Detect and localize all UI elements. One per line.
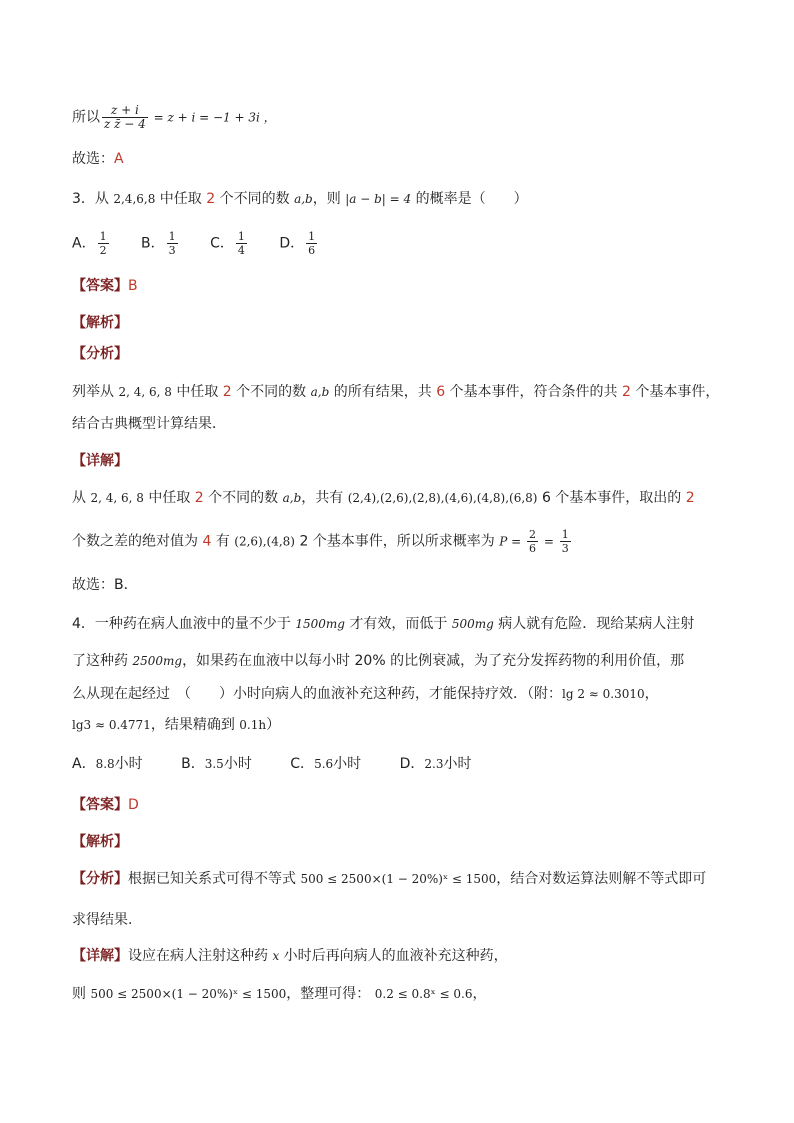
option-label: A． — [72, 756, 96, 772]
fraction — [560, 528, 571, 555]
math: 2, 4, 6, 8 — [90, 491, 144, 505]
question-4-fenxi-line-1 — [72, 869, 706, 889]
text: 求得结果. — [72, 912, 133, 928]
question-3-detail-line-2 — [72, 528, 573, 555]
option-label: D． — [279, 235, 305, 252]
text: ） — [266, 717, 281, 733]
question-4-stem-line-1 — [72, 614, 694, 634]
math: 2, 4, 6, 8 — [118, 385, 172, 399]
text: 病人就有危险．现给某病人注射 — [493, 616, 695, 632]
math: 0.1h — [239, 718, 267, 732]
option-value: 8.8 — [95, 757, 115, 771]
fraction-denominator: 3 — [168, 244, 176, 257]
question-4-stem-line-4 — [72, 715, 280, 735]
math: 1500mg — [295, 617, 345, 631]
fraction-denominator: 2 — [99, 244, 107, 257]
option-label: C． — [210, 235, 234, 252]
text: 个不同的数 — [231, 384, 311, 400]
text: 设应在病人注射这种药 — [128, 948, 273, 964]
fraction-numerator: 1 — [168, 230, 176, 243]
math: = — [540, 534, 558, 549]
fraction-denominator: 4 — [237, 244, 245, 257]
question-4-detail-line-1 — [72, 946, 508, 966]
option-label: D． — [399, 756, 425, 772]
question-3-detail-line-1 — [72, 488, 695, 508]
math: 500 ≤ 2500×(1 − 20%)ˣ ≤ 1500 — [90, 987, 287, 1001]
fraction-numerator: 1 — [237, 230, 245, 243]
text: 中任取 — [171, 384, 223, 400]
fraction — [236, 230, 247, 257]
option-a — [72, 230, 111, 257]
question-4-detail-line-2 — [72, 984, 486, 1004]
option-a — [72, 754, 143, 774]
option-d — [400, 754, 472, 774]
text-line-conclusion — [72, 104, 276, 131]
option-value: 3.5 — [204, 757, 224, 771]
question-3-final — [72, 575, 138, 595]
fraction-numerator: 1 — [561, 528, 569, 541]
text: 中任取 — [155, 191, 207, 207]
fraction-numerator: 1 — [99, 230, 107, 243]
text: 有 — [211, 533, 235, 550]
text: 中任取 — [143, 490, 195, 506]
number: 2 — [222, 384, 232, 400]
text: 个不同的数 — [215, 191, 295, 207]
number: 2 — [622, 384, 631, 400]
math: |a − b| = 4 — [345, 192, 412, 206]
text: ，整理可得： — [286, 986, 375, 1002]
option-c — [210, 230, 249, 257]
math: (2,4),(2,6),(2,8),(4,6),(4,8),(6,8) — [347, 491, 538, 505]
math: x — [272, 949, 280, 963]
math: 0.2 ≤ 0.8ˣ ≤ 0.6 — [374, 987, 473, 1001]
question-3-analysis-heading — [72, 313, 128, 333]
question-3-detail-heading — [72, 451, 128, 471]
text: 小时后再向病人的血液补充这种药， — [279, 948, 508, 964]
option-label: B． — [181, 756, 205, 772]
math: 500mg — [451, 617, 494, 631]
number: 2 — [194, 490, 204, 506]
text: 个基本事件， — [630, 384, 720, 400]
option-c — [290, 754, 361, 774]
fraction — [306, 230, 317, 257]
math: (2,6),(4,8) — [234, 534, 295, 549]
number: 2 — [206, 191, 216, 207]
detail-tag: 【详解】 — [72, 948, 128, 964]
number: 4 — [202, 533, 212, 550]
question-3-options — [72, 230, 345, 257]
answer-letter: A — [114, 151, 124, 167]
math: a,b — [282, 491, 302, 505]
option-unit: 小时 — [443, 756, 472, 772]
text: 故选：B． — [72, 577, 138, 593]
math: lg3 ≈ 0.4771 — [72, 718, 151, 732]
option-unit: 小时 — [114, 756, 143, 772]
fraction-denominator: 3 — [561, 542, 569, 555]
question-3-fenxi-heading — [72, 344, 128, 364]
text: 则 — [72, 986, 91, 1002]
text: ， — [644, 686, 659, 702]
option-value: 2.3 — [424, 757, 444, 771]
answer-letter: D — [128, 797, 139, 813]
option-b — [181, 754, 252, 774]
fraction-numerator: 1 — [308, 230, 316, 243]
fraction — [167, 230, 178, 257]
text-line-choice — [72, 149, 124, 169]
text: 的所有结果，共 — [329, 384, 437, 400]
equation: = z + i = −1 + 3i ， — [149, 110, 276, 125]
text: 了这种药 — [72, 653, 133, 669]
number: 6 — [436, 384, 446, 400]
option-d — [279, 230, 319, 257]
option-label: A． — [72, 235, 96, 252]
option-label: B． — [141, 235, 165, 252]
text: 个数之差的绝对值为 — [72, 533, 203, 550]
text: 结合古典概型计算结果． — [72, 416, 226, 432]
option-unit: 小时 — [223, 756, 252, 772]
text: 6 个基本事件，取出的 — [537, 490, 686, 506]
math: 2500mg — [132, 654, 183, 668]
fraction — [98, 230, 109, 257]
text: ，则 — [312, 191, 346, 207]
math: lg 2 ≈ 0.3010 — [562, 687, 645, 701]
option-label: C． — [290, 756, 315, 772]
question-4-answer — [72, 795, 139, 815]
question-3-stem — [72, 189, 528, 209]
analysis-tag: 【解析】 — [72, 834, 128, 850]
option-value: 5.6 — [314, 757, 334, 771]
fraction-denominator: z z̄ − 4 — [104, 117, 146, 131]
question-4-stem-line-2 — [72, 651, 684, 671]
question-3-answer — [72, 276, 138, 296]
analysis-tag: 【解析】 — [72, 315, 128, 331]
text: 4．一种药在病人血液中的量不少于 — [72, 616, 296, 632]
text: ，共有 — [301, 490, 348, 506]
fraction — [102, 104, 148, 131]
answer-tag: 【答案】 — [72, 278, 128, 294]
answer-tag: 【答案】 — [72, 797, 128, 813]
text: ，结果精确到 — [150, 717, 240, 733]
number: 2 — [685, 490, 695, 506]
math: 2,4,6,8 — [113, 192, 156, 206]
text: 才有效，而低于 — [344, 616, 452, 632]
text: 从 — [72, 490, 91, 506]
text: 的概率是（ ） — [411, 191, 528, 207]
text: 2 个基本事件，所以所求概率为 — [295, 533, 500, 550]
option-b — [141, 230, 180, 257]
fenxi-tag: 【分析】 — [72, 871, 128, 887]
question-4-stem-line-3 — [72, 684, 659, 704]
text: 根据已知关系式可得不等式 — [128, 871, 301, 887]
option-unit: 小时 — [333, 756, 362, 772]
question-3-fenxi-line-2 — [72, 414, 226, 434]
question-4-analysis-heading — [72, 832, 128, 852]
math: 500 ≤ 2500×(1 − 20%)ˣ ≤ 1500 — [300, 872, 497, 886]
question-4-options — [72, 754, 497, 774]
text: 列举从 — [72, 384, 119, 400]
question-4-fenxi-line-2 — [72, 910, 132, 930]
question-3-fenxi-line-1 — [72, 382, 719, 402]
fraction-denominator: 6 — [308, 244, 316, 257]
text: 个不同的数 — [203, 490, 283, 506]
answer-letter: B — [128, 278, 138, 294]
math: a,b — [294, 192, 313, 206]
math: P = — [499, 534, 526, 549]
fraction-denominator: 6 — [529, 542, 537, 555]
text: 所以 — [72, 109, 100, 126]
text: ，结合对数运算法则解不等式即可 — [496, 871, 707, 887]
fraction — [527, 528, 538, 555]
detail-tag: 【详解】 — [72, 453, 128, 469]
fraction-numerator: z + i — [102, 104, 148, 118]
fenxi-tag: 【分析】 — [72, 346, 128, 362]
text: 故选： — [72, 151, 114, 167]
text: ， — [472, 986, 487, 1002]
text: 么从现在起经过 （ ）小时向病人的血液补充这种药，才能保持疗效．（附： — [72, 686, 562, 702]
math: a,b — [310, 385, 330, 399]
text: ，如果药在血液中以每小时 20% 的比例衰减，为了充分发挥药物的利用价值，那 — [182, 653, 685, 669]
fraction-numerator: 2 — [529, 528, 537, 541]
text: 3．从 — [72, 191, 114, 207]
text: 个基本事件，符合条件的共 — [445, 384, 623, 400]
